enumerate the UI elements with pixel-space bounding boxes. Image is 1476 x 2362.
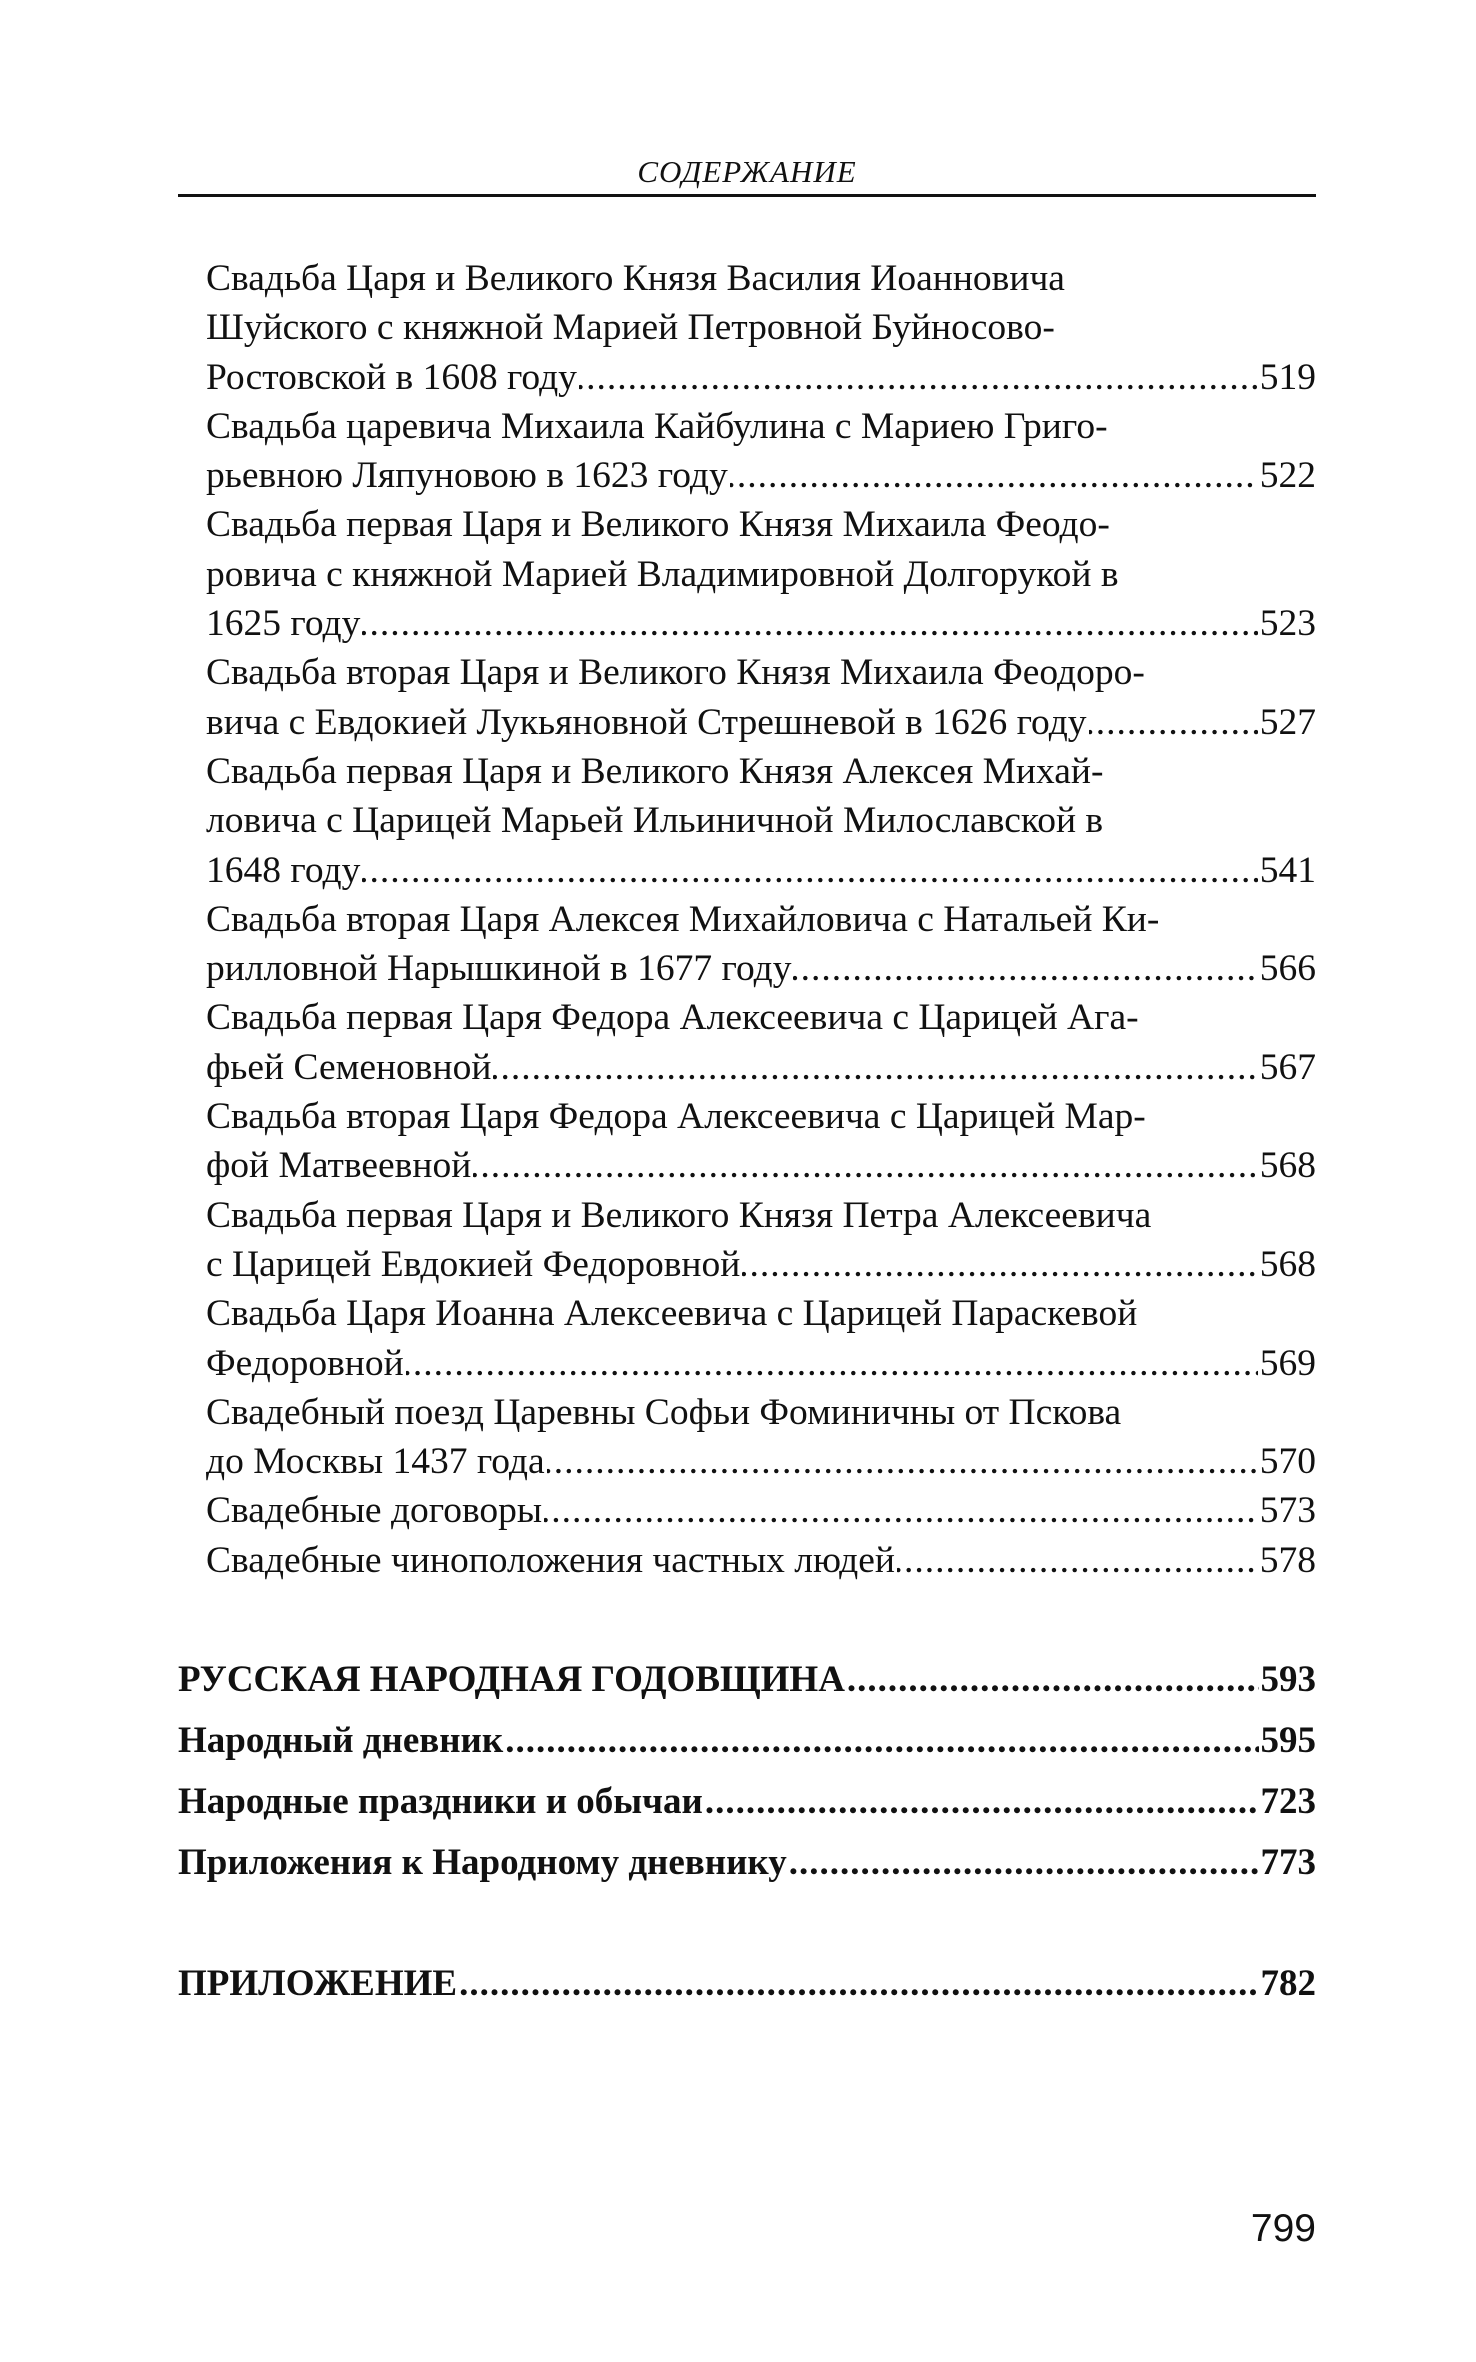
toc-section-title: РУССКАЯ НАРОДНАЯ ГОДОВЩИНА	[178, 1659, 845, 1701]
toc-entry-page: 566	[1259, 948, 1316, 990]
dot-leader	[742, 1240, 1257, 1289]
dot-leader	[406, 1339, 1258, 1388]
header-rule	[178, 194, 1316, 197]
toc-entry-title-end: до Москвы 1437 года	[206, 1441, 545, 1483]
toc-entry-page: 569	[1259, 1342, 1316, 1384]
toc-entry-line: Свадьба первая Царя Федора Алексеевича с Царицей Ага-	[206, 997, 1139, 1039]
toc-entry-page: 568	[1259, 1243, 1316, 1285]
toc-entry[interactable]	[178, 895, 1316, 994]
dot-leader	[493, 1043, 1257, 1092]
toc-entry-page: 568	[1259, 1145, 1316, 1187]
toc-entry[interactable]	[178, 1289, 1316, 1388]
toc-entry-line: Свадьба первая Царя и Великого Князя Михаила Феодо-	[206, 504, 1110, 546]
toc-entry-line: Свадьба вторая Царя и Великого Князя Михаила Феодоро-	[206, 652, 1145, 694]
dot-leader	[793, 944, 1257, 993]
toc-entry[interactable]	[178, 254, 1316, 402]
running-head: СОДЕРЖАНИЕ	[637, 154, 857, 189]
toc-entry-line: Свадьба царевича Михаила Кайбулина с Мариею Григо-	[206, 405, 1108, 447]
toc-entry-title-end: фьей Семеновной	[206, 1046, 492, 1088]
toc-entry-title-end: вича с Евдокией Лукьяновной Стрешневой в 1626 году	[206, 701, 1087, 743]
toc-entry-line: Свадьба первая Царя и Великого Князя Алексея Михай-	[206, 750, 1104, 792]
toc-entry-line: Свадьба первая Царя и Великого Князя Петра Алексеевича	[206, 1194, 1152, 1236]
toc-section[interactable]	[178, 1771, 1316, 1832]
toc-entry[interactable]	[178, 1536, 1316, 1585]
toc-appendix-page: 782	[1260, 1963, 1316, 2005]
toc-entry-title: Свадебные договоры	[206, 1490, 543, 1532]
toc-entry[interactable]	[178, 402, 1316, 501]
table-of-contents	[178, 254, 1316, 2014]
toc-entry-line: Шуйского с княжной Марией Петровной Буйносово-	[206, 307, 1055, 349]
toc-entry-page: 567	[1259, 1046, 1316, 1088]
toc-entry[interactable]	[178, 500, 1316, 648]
toc-entry-line: Свадьба Царя Иоанна Алексеевича с Царицей Параскевой	[206, 1293, 1138, 1335]
toc-section-page: 593	[1260, 1659, 1316, 1701]
toc-appendix[interactable]	[178, 1953, 1316, 2014]
toc-section-page: 773	[1260, 1842, 1316, 1884]
spacer	[178, 1585, 1316, 1649]
toc-entry-title-end: рьевною Ляпуновою в 1623 году	[206, 455, 728, 497]
dot-leader	[505, 1710, 1258, 1771]
toc-entry-page: 578	[1259, 1539, 1316, 1581]
dot-leader	[789, 1832, 1259, 1893]
toc-entry-title-end: Ростовской в 1608 году	[206, 356, 577, 398]
toc-entry[interactable]	[178, 1486, 1316, 1535]
toc-entry[interactable]	[178, 993, 1316, 1092]
toc-entry-title-end: 1625 году	[206, 603, 361, 645]
toc-entry-title-end: фой Матвеевной	[206, 1145, 472, 1187]
toc-section-title: Народные праздники и обычаи	[178, 1781, 703, 1823]
spacer	[178, 1893, 1316, 1953]
dot-leader	[362, 599, 1257, 648]
toc-entry[interactable]	[178, 1092, 1316, 1191]
page-number: 799	[1250, 2207, 1316, 2250]
toc-entry-title-end: 1648 году	[206, 849, 361, 891]
dot-leader	[544, 1486, 1258, 1535]
toc-section[interactable]	[178, 1649, 1316, 1710]
toc-entry-line: Свадьба вторая Царя Федора Алексеевича с Царицей Мар-	[206, 1096, 1146, 1138]
toc-entry[interactable]	[178, 648, 1316, 747]
toc-entry-title-end: Федоровной	[206, 1342, 404, 1384]
dot-leader	[473, 1141, 1257, 1190]
toc-entry-page: 541	[1259, 849, 1316, 891]
toc-entry-title-end: рилловной Нарышкиной в 1677 году	[206, 948, 792, 990]
dot-leader	[730, 451, 1258, 500]
toc-section[interactable]	[178, 1832, 1316, 1893]
toc-entry-line: Свадьба Царя и Великого Князя Василия Иоанновича	[206, 258, 1065, 299]
toc-entry[interactable]	[178, 1388, 1316, 1487]
dot-leader	[705, 1771, 1259, 1832]
dot-leader	[897, 1536, 1258, 1585]
dot-leader	[459, 1953, 1258, 2014]
toc-appendix-title: ПРИЛОЖЕНИЕ	[178, 1963, 458, 2005]
toc-entry-title-end: с Царицей Евдокией Федоровной	[206, 1243, 741, 1285]
toc-entry-title: Свадебные чиноположения частных людей	[206, 1539, 895, 1581]
toc-entry-line: Свадебный поезд Царевны Софьи Фоминичны от Пскова	[206, 1391, 1122, 1433]
dot-leader	[362, 846, 1257, 895]
toc-section-title: Народный дневник	[178, 1720, 504, 1762]
toc-entry-page: 573	[1259, 1490, 1316, 1532]
toc-entry-page: 570	[1259, 1441, 1316, 1483]
toc-section-title: Приложения к Народному дневнику	[178, 1842, 787, 1884]
toc-entry-page: 523	[1259, 603, 1316, 645]
dot-leader	[547, 1437, 1258, 1486]
toc-entry[interactable]	[178, 1191, 1316, 1290]
dot-leader	[847, 1649, 1259, 1710]
toc-entry-page: 527	[1259, 701, 1316, 743]
toc-entry-line: ровича с княжной Марией Владимировной Долгорукой в	[206, 553, 1119, 595]
toc-entry-page: 519	[1259, 356, 1316, 398]
dot-leader	[1089, 698, 1258, 747]
toc-section-page: 595	[1260, 1720, 1316, 1762]
toc-entry[interactable]	[178, 747, 1316, 895]
toc-entry-line: ловича с Царицей Марьей Ильиничной Милославской в	[206, 800, 1104, 842]
toc-entry-page: 522	[1259, 455, 1316, 497]
dot-leader	[579, 353, 1258, 402]
toc-section-page: 723	[1260, 1781, 1316, 1823]
toc-entry-line: Свадьба вторая Царя Алексея Михайловича с Натальей Ки-	[206, 898, 1160, 940]
toc-section[interactable]	[178, 1710, 1316, 1771]
